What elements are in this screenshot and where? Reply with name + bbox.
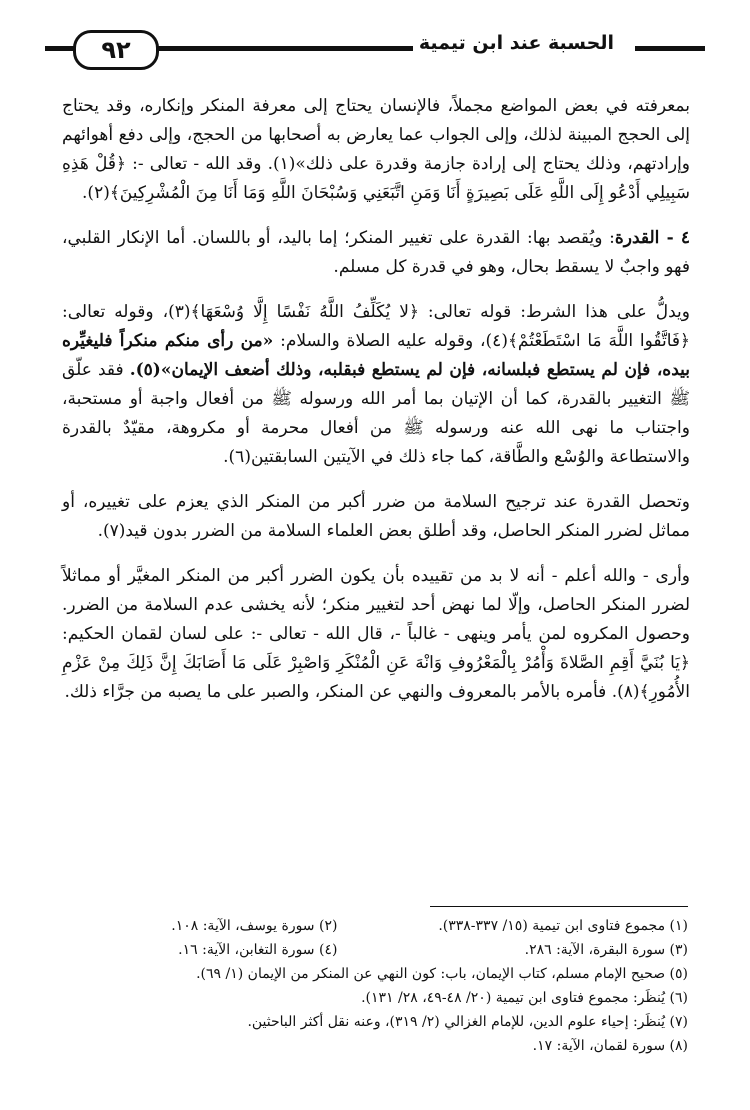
footnote-separator — [430, 906, 688, 907]
footnote-3: (٣) سورة البقرة، الآية: ٢٨٦. — [524, 942, 688, 958]
running-title: الحسبة عند ابن تيمية — [413, 32, 620, 54]
paragraph-4: وتحصل القدرة عند ترجيح السلامة من ضرر أكبر من المنكر الذي يعزم على تغييره، أو مماثل لضرر المنكر الحاصل، وقد أطلق بعض العلماء السلامة من الضرر بدون قيد(٧). — [62, 492, 690, 541]
paragraph-3 — [62, 298, 690, 472]
paragraph-3-rest: فقد علّق ﷺ التغيير بالقدرة، كما أن الإتيان بما أمر الله ورسوله ﷺ من أفعال واجبة أو مستحبة، واجتناب ما نهى الله عنه ورسوله ﷺ من أفعال محرمة أو مكروهة، مقيّدٌ بالقدرة والاستطاعة والوُسْع والطَّاقة، كما جاء ذلك في الآيتين السابقتين(٦). — [62, 360, 690, 467]
footnote-6: (٦) يُنظَر: مجموع فتاوى ابن تيمية (٢٠/ ٤٨-٤٩، ٢٨/ ١٣١). — [361, 990, 688, 1006]
hadith-quote: «من رأى منكم منكراً فليغيِّره بيده، فإن لم يستطع فبلسانه، فإن لم يستطع فبقلبه، وذلك أضعف الإيمان»(٥). — [62, 331, 690, 380]
paragraph-3-intro: ويدلُّ على هذا الشرط: قوله تعالى: ﴿لا يُكَلِّفُ اللَّهُ نَفْسًا إِلَّا وُسْعَهَا﴾(٣)، وقوله تعالى: ﴿فَاتَّقُوا اللَّهَ مَا اسْتَطَعْتُمْ﴾(٤)، وقوله عليه الصلاة والسلام: — [62, 302, 690, 351]
paragraph-2 — [62, 224, 690, 282]
paragraph-1: بمعرفته في بعض المواضع مجملاً، فالإنسان يحتاج إلى معرفة المنكر وإنكاره، وقد يحتاج إلى الحجج المبينة لذلك، وإلى الجواب عما يعارض به أصحابها من الحجج، وإلى دفع أهوائهم وإرادتهم، وذلك يحتاج إلى إرادة جازمة وقدرة على ذلك»(١). وقد الله - تعالى -: ﴿قُلْ هَذِهِ سَبِيلِي أَدْعُو إِلَى اللَّهِ عَلَى بَصِيرَةٍ أَنَا وَمَنِ اتَّبَعَنِي وَسُبْحَانَ اللَّهِ وَمَا أَنَا مِنَ الْمُشْرِكِينَ﴾(٢). — [62, 96, 691, 203]
condition-heading: ٤ - القدرة — [614, 228, 691, 248]
footnote-4: (٤) سورة التغابن، الآية: ١٦. — [178, 942, 338, 958]
footnote-2: (٢) سورة يوسف، الآية: ١٠٨. — [171, 918, 338, 934]
page-header — [45, 28, 705, 68]
paragraph-5: وأرى - والله أعلم - أنه لا بد من تقييده بأن يكون الضرر أكبر من المنكر المغيَّر أو مماثلاً لضرر المنكر الحاصل، وإلّا لما نهض أحد لتغيير منكر؛ لأنه يخشى عدم السلامة من الضرر. وحصول المكروه لمن يأمر وينهى - غالباً -، قال الله - تعالى -: على لسان لقمان الحكيم: ﴿يَا بُنَيَّ أَقِمِ الصَّلاةَ وَأْمُرْ بِالْمَعْرُوفِ وَانْهَ عَنِ الْمُنْكَرِ وَاصْبِرْ عَلَى مَا أَصَابَكَ إِنَّ ذَلِكَ مِنْ عَزْمِ الأُمُورِ﴾(٨). فأمره بالأمر بالمعروف والنهي عن المنكر، والصبر على ما يصبه من جرَّاء ذلك. — [62, 566, 690, 702]
footnote-7: (٧) يُنظَر: إحياء علوم الدين، للإمام الغزالي (٢/ ٣١٩)، وعنه نقل أكثر الباحثين. — [247, 1014, 688, 1030]
header-rule-right — [635, 46, 705, 51]
footnote-1: (١) مجموع فتاوى ابن تيمية (١٥/ ٣٣٧-٣٣٨). — [438, 918, 688, 934]
page-number: ٩٢ — [73, 30, 159, 70]
footnote-8: (٨) سورة لقمان، الآية: ١٧. — [532, 1038, 688, 1054]
paragraph-2-text: : ويُقصد بها: القدرة على تغيير المنكر؛ إما باليد، أو باللسان. أما الإنكار القلبي، فهو واجبٌ لا يسقط بحال، وهو في قدرة كل مسلم. — [62, 228, 690, 277]
main-text — [62, 92, 690, 723]
footnotes — [62, 914, 688, 1058]
footnote-5: (٥) صحيح الإمام مسلم، كتاب الإيمان، باب: كون النهي عن المنكر من الإيمان (١/ ٦٩). — [196, 966, 688, 982]
